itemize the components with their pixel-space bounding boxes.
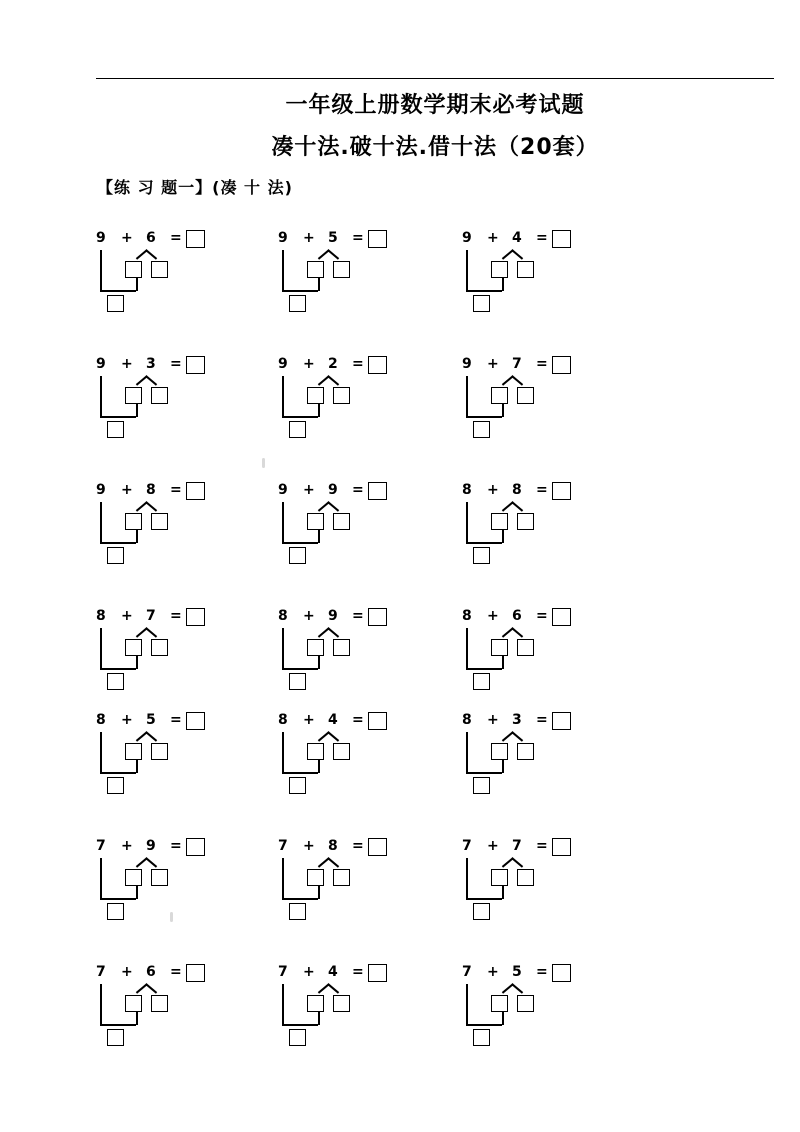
bracket-line [502, 278, 504, 291]
addend-a: 9 [96, 356, 106, 372]
ten-box[interactable] [107, 295, 124, 312]
bracket-line [466, 858, 468, 899]
split-branch-right [146, 731, 158, 741]
addend-b: 4 [328, 712, 338, 728]
equals-sign: = [536, 838, 548, 854]
plus-sign: + [303, 608, 315, 624]
top-rule [96, 78, 774, 79]
problem-item [96, 356, 226, 446]
ten-box[interactable] [473, 295, 490, 312]
bracket-line [318, 530, 320, 543]
split-box-right[interactable] [333, 869, 350, 886]
split-branch-right [512, 375, 524, 385]
ten-box[interactable] [473, 777, 490, 794]
addend-b: 3 [512, 712, 522, 728]
addend-a: 8 [96, 712, 106, 728]
bracket-line [282, 984, 284, 1025]
answer-box[interactable] [552, 838, 571, 856]
addend-b: 9 [328, 482, 338, 498]
plus-sign: + [303, 964, 315, 980]
bracket-line [466, 772, 502, 774]
bracket-line [136, 656, 138, 669]
answer-box[interactable] [186, 230, 205, 248]
problem-item [96, 482, 226, 572]
bracket-line [100, 1024, 136, 1026]
addend-a: 8 [278, 712, 288, 728]
bracket-line [282, 376, 284, 417]
split-box-left[interactable] [125, 387, 142, 404]
problem-item [278, 230, 408, 320]
split-branch-right [146, 983, 158, 993]
problem-item [96, 230, 226, 320]
bracket-line [466, 290, 502, 292]
split-box-left[interactable] [307, 995, 324, 1012]
addend-b: 5 [328, 230, 338, 246]
plus-sign: + [121, 230, 133, 246]
problem-item [462, 838, 592, 928]
bracket-line [502, 530, 504, 543]
bracket-line [466, 732, 468, 773]
bracket-line [466, 542, 502, 544]
answer-box[interactable] [552, 482, 571, 500]
answer-box[interactable] [552, 712, 571, 730]
split-box-left[interactable] [491, 513, 508, 530]
problem-item [278, 608, 408, 698]
bracket-line [466, 376, 468, 417]
plus-sign: + [303, 482, 315, 498]
split-box-left[interactable] [307, 387, 324, 404]
equals-sign: = [170, 838, 182, 854]
ten-box[interactable] [289, 547, 306, 564]
answer-box[interactable] [552, 230, 571, 248]
addend-a: 7 [462, 838, 472, 854]
answer-box[interactable] [186, 838, 205, 856]
bracket-line [100, 732, 102, 773]
bracket-line [502, 404, 504, 417]
ten-box[interactable] [107, 777, 124, 794]
equals-sign: = [536, 230, 548, 246]
equals-sign: = [170, 230, 182, 246]
bracket-line [100, 250, 102, 291]
problem-item [462, 608, 592, 698]
addend-b: 9 [328, 608, 338, 624]
addend-a: 9 [96, 230, 106, 246]
answer-box[interactable] [186, 608, 205, 626]
equals-sign: = [352, 356, 364, 372]
addend-a: 7 [462, 964, 472, 980]
equals-sign: = [536, 712, 548, 728]
answer-box[interactable] [368, 356, 387, 374]
addend-b: 3 [146, 356, 156, 372]
split-branch-right [328, 627, 340, 637]
addend-b: 7 [146, 608, 156, 624]
plus-sign: + [121, 608, 133, 624]
addend-b: 7 [512, 356, 522, 372]
split-box-left[interactable] [125, 261, 142, 278]
addend-a: 7 [96, 964, 106, 980]
problem-item [278, 712, 408, 802]
split-branch-right [328, 501, 340, 511]
page-subtitle: 凑十法.破十法.借十法（20套） [271, 135, 599, 160]
equals-sign: = [536, 608, 548, 624]
bracket-line [466, 668, 502, 670]
addend-a: 9 [462, 230, 472, 246]
equals-sign: = [170, 482, 182, 498]
ten-box[interactable] [107, 421, 124, 438]
split-branch-right [512, 627, 524, 637]
split-box-right[interactable] [151, 513, 168, 530]
bracket-line [100, 628, 102, 669]
addend-a: 8 [96, 608, 106, 624]
split-box-right[interactable] [151, 869, 168, 886]
bracket-line [100, 416, 136, 418]
addend-a: 7 [278, 964, 288, 980]
answer-box[interactable] [552, 964, 571, 982]
split-box-right[interactable] [151, 387, 168, 404]
plus-sign: + [487, 964, 499, 980]
problem-item [96, 838, 226, 928]
split-branch-right [146, 501, 158, 511]
ten-box[interactable] [107, 547, 124, 564]
bracket-line [318, 886, 320, 899]
split-box-left[interactable] [307, 513, 324, 530]
problem-item [278, 356, 408, 446]
problem-item [278, 482, 408, 572]
split-box-right[interactable] [333, 639, 350, 656]
problem-item [96, 964, 226, 1054]
split-branch-right [512, 983, 524, 993]
split-box-left[interactable] [307, 639, 324, 656]
ten-box[interactable] [473, 673, 490, 690]
bracket-line [502, 760, 504, 773]
equals-sign: = [352, 838, 364, 854]
plus-sign: + [303, 838, 315, 854]
ten-box[interactable] [289, 421, 306, 438]
bracket-line [100, 502, 102, 543]
split-box-right[interactable] [333, 261, 350, 278]
split-box-right[interactable] [517, 261, 534, 278]
answer-box[interactable] [368, 230, 387, 248]
scan-mark [170, 912, 173, 922]
split-box-left[interactable] [491, 869, 508, 886]
plus-sign: + [487, 230, 499, 246]
split-box-left[interactable] [307, 743, 324, 760]
answer-box[interactable] [186, 964, 205, 982]
addend-a: 7 [96, 838, 106, 854]
bracket-line [100, 858, 102, 899]
bracket-line [282, 502, 284, 543]
plus-sign: + [487, 482, 499, 498]
bracket-line [282, 732, 284, 773]
problem-item [462, 482, 592, 572]
problem-item [96, 608, 226, 698]
equals-sign: = [536, 964, 548, 980]
answer-box[interactable] [368, 608, 387, 626]
answer-box[interactable] [552, 356, 571, 374]
split-branch-right [512, 249, 524, 259]
split-branch-right [146, 375, 158, 385]
bracket-line [100, 984, 102, 1025]
addend-b: 8 [512, 482, 522, 498]
split-branch-right [512, 731, 524, 741]
addend-b: 5 [512, 964, 522, 980]
bracket-line [100, 290, 136, 292]
bracket-line [282, 858, 284, 899]
bracket-line [136, 530, 138, 543]
answer-box[interactable] [368, 482, 387, 500]
bracket-line [282, 542, 318, 544]
answer-box[interactable] [368, 964, 387, 982]
plus-sign: + [487, 712, 499, 728]
equals-sign: = [170, 356, 182, 372]
split-box-left[interactable] [125, 513, 142, 530]
split-box-right[interactable] [517, 743, 534, 760]
answer-box[interactable] [552, 608, 571, 626]
split-branch-right [146, 857, 158, 867]
answer-box[interactable] [186, 356, 205, 374]
ten-box[interactable] [107, 673, 124, 690]
addend-a: 9 [278, 482, 288, 498]
equals-sign: = [170, 608, 182, 624]
split-box-left[interactable] [491, 639, 508, 656]
addend-a: 9 [278, 356, 288, 372]
split-box-right[interactable] [151, 743, 168, 760]
split-branch-right [146, 249, 158, 259]
addend-a: 8 [278, 608, 288, 624]
addend-b: 4 [512, 230, 522, 246]
plus-sign: + [121, 482, 133, 498]
equals-sign: = [352, 230, 364, 246]
bracket-line [136, 760, 138, 773]
ten-box[interactable] [107, 903, 124, 920]
bracket-line [318, 1012, 320, 1025]
ten-box[interactable] [289, 777, 306, 794]
bracket-line [466, 984, 468, 1025]
problem-item [462, 230, 592, 320]
split-box-right[interactable] [517, 387, 534, 404]
equals-sign: = [352, 608, 364, 624]
split-box-left[interactable] [125, 869, 142, 886]
equals-sign: = [170, 964, 182, 980]
addend-b: 8 [328, 838, 338, 854]
bracket-line [502, 886, 504, 899]
bracket-line [282, 290, 318, 292]
equals-sign: = [536, 482, 548, 498]
split-branch-right [512, 857, 524, 867]
bracket-line [100, 542, 136, 544]
addend-b: 5 [146, 712, 156, 728]
plus-sign: + [121, 964, 133, 980]
split-box-right[interactable] [333, 743, 350, 760]
bracket-line [502, 656, 504, 669]
bracket-line [100, 668, 136, 670]
answer-box[interactable] [368, 712, 387, 730]
split-box-left[interactable] [125, 995, 142, 1012]
split-branch-right [328, 731, 340, 741]
split-box-left[interactable] [491, 387, 508, 404]
bracket-line [318, 656, 320, 669]
equals-sign: = [170, 712, 182, 728]
addend-b: 7 [512, 838, 522, 854]
split-box-left[interactable] [307, 869, 324, 886]
plus-sign: + [303, 230, 315, 246]
addend-a: 7 [278, 838, 288, 854]
split-box-right[interactable] [517, 639, 534, 656]
split-box-right[interactable] [517, 869, 534, 886]
split-branch-right [328, 983, 340, 993]
ten-box[interactable] [289, 673, 306, 690]
problem-item [462, 964, 592, 1054]
scan-mark [262, 458, 265, 468]
split-box-left[interactable] [125, 639, 142, 656]
plus-sign: + [303, 712, 315, 728]
plus-sign: + [303, 356, 315, 372]
ten-box[interactable] [289, 295, 306, 312]
bracket-line [466, 628, 468, 669]
split-branch-right [146, 627, 158, 637]
equals-sign: = [352, 964, 364, 980]
bracket-line [466, 502, 468, 543]
bracket-line [100, 376, 102, 417]
bracket-line [466, 898, 502, 900]
split-box-left[interactable] [307, 261, 324, 278]
split-box-right[interactable] [517, 995, 534, 1012]
equals-sign: = [352, 712, 364, 728]
addend-a: 9 [96, 482, 106, 498]
split-box-right[interactable] [333, 995, 350, 1012]
addend-b: 2 [328, 356, 338, 372]
bracket-line [282, 250, 284, 291]
problem-item [278, 964, 408, 1054]
addend-a: 8 [462, 482, 472, 498]
ten-box[interactable] [473, 547, 490, 564]
problem-item [462, 712, 592, 802]
split-box-right[interactable] [151, 639, 168, 656]
ten-box[interactable] [289, 903, 306, 920]
addend-b: 8 [146, 482, 156, 498]
bracket-line [318, 760, 320, 773]
bracket-line [136, 1012, 138, 1025]
bracket-line [282, 898, 318, 900]
bracket-line [136, 278, 138, 291]
split-box-right[interactable] [517, 513, 534, 530]
answer-box[interactable] [186, 712, 205, 730]
plus-sign: + [487, 838, 499, 854]
equals-sign: = [352, 482, 364, 498]
addend-b: 6 [512, 608, 522, 624]
addend-a: 8 [462, 608, 472, 624]
addend-b: 6 [146, 964, 156, 980]
bracket-line [136, 886, 138, 899]
bracket-line [282, 668, 318, 670]
section-label: 【练 习 题一】(凑 十 法) [97, 178, 293, 197]
ten-box[interactable] [473, 903, 490, 920]
bracket-line [282, 416, 318, 418]
plus-sign: + [487, 608, 499, 624]
answer-box[interactable] [186, 482, 205, 500]
ten-box[interactable] [107, 1029, 124, 1046]
split-box-right[interactable] [333, 387, 350, 404]
split-box-left[interactable] [491, 743, 508, 760]
plus-sign: + [121, 838, 133, 854]
addend-b: 6 [146, 230, 156, 246]
split-box-left[interactable] [491, 995, 508, 1012]
ten-box[interactable] [473, 421, 490, 438]
split-branch-right [512, 501, 524, 511]
ten-box[interactable] [473, 1029, 490, 1046]
bracket-line [466, 416, 502, 418]
bracket-line [502, 1012, 504, 1025]
problem-item [278, 838, 408, 928]
split-box-right[interactable] [151, 995, 168, 1012]
split-branch-right [328, 857, 340, 867]
plus-sign: + [121, 356, 133, 372]
split-box-right[interactable] [151, 261, 168, 278]
split-branch-right [328, 249, 340, 259]
bracket-line [282, 772, 318, 774]
bracket-line [318, 404, 320, 417]
bracket-line [318, 278, 320, 291]
bracket-line [466, 1024, 502, 1026]
bracket-line [282, 1024, 318, 1026]
bracket-line [100, 898, 136, 900]
addend-a: 9 [278, 230, 288, 246]
bracket-line [136, 404, 138, 417]
plus-sign: + [487, 356, 499, 372]
equals-sign: = [536, 356, 548, 372]
split-branch-right [328, 375, 340, 385]
answer-box[interactable] [368, 838, 387, 856]
addend-b: 9 [146, 838, 156, 854]
bracket-line [100, 772, 136, 774]
bracket-line [466, 250, 468, 291]
addend-a: 8 [462, 712, 472, 728]
problem-item [462, 356, 592, 446]
split-box-left[interactable] [491, 261, 508, 278]
split-box-right[interactable] [333, 513, 350, 530]
plus-sign: + [121, 712, 133, 728]
problem-item [96, 712, 226, 802]
addend-a: 9 [462, 356, 472, 372]
addend-b: 4 [328, 964, 338, 980]
split-box-left[interactable] [125, 743, 142, 760]
page-title: 一年级上册数学期末必考试题 [285, 93, 585, 118]
ten-box[interactable] [289, 1029, 306, 1046]
bracket-line [282, 628, 284, 669]
